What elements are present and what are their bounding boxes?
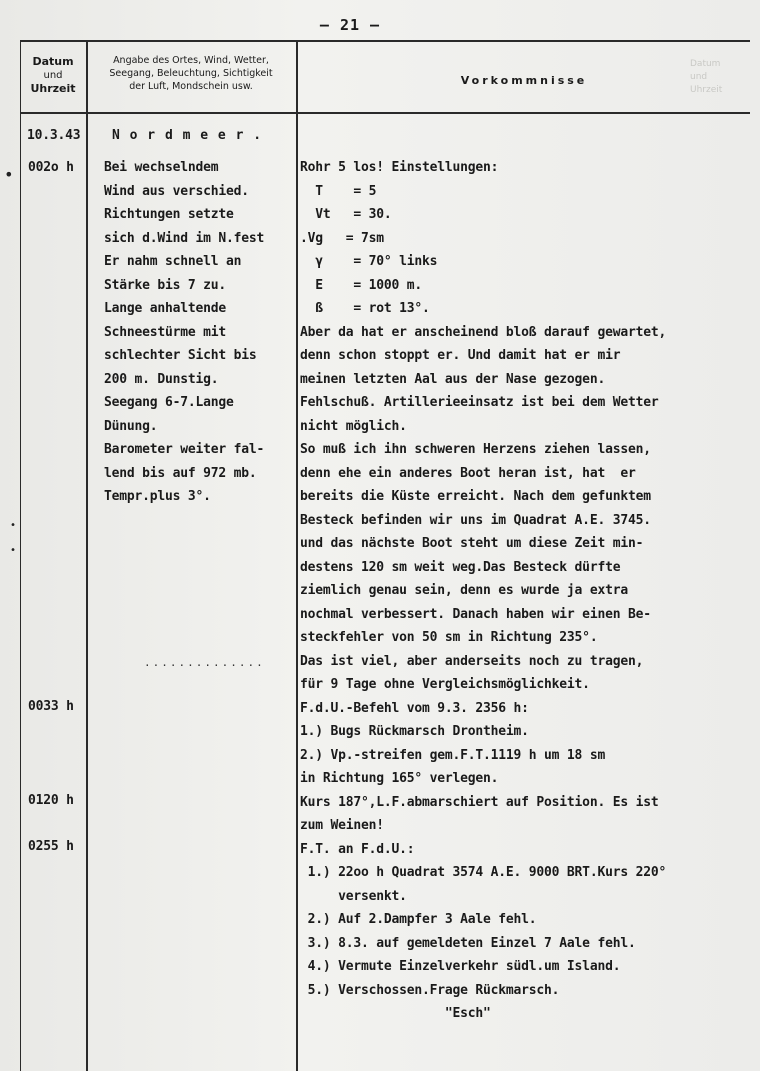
event-line: bereits die Küste erreicht. Nach dem gefunktem [300, 489, 651, 504]
events-log [300, 156, 666, 1026]
entry-time-0020: 002o h [28, 160, 74, 175]
weather-line: Barometer weiter fal- [104, 442, 265, 457]
weather-line: Richtungen setzte [104, 207, 234, 222]
event-line: Rohr 5 los! Einstellungen: [300, 160, 499, 175]
weather-line: lend bis auf 972 mb. [104, 465, 257, 481]
event-line: und das nächste Boot steht um diese Zeit min- [300, 536, 644, 551]
weather-description [104, 156, 264, 509]
event-line: für 9 Tage ohne Vergleichsmöglichkeit. [300, 677, 590, 692]
margin-mark: • [4, 165, 14, 184]
weather-line: Tempr.plus 3°. [104, 489, 211, 504]
weather-line: schlechter Sicht bis [104, 348, 257, 363]
weather-line: 200 m. Dunstig. [104, 371, 219, 387]
event-line: Besteck befinden wir uns im Quadrat A.E. 3745. [300, 512, 651, 528]
weather-line: Dünung. [104, 418, 158, 434]
weather-line: Wind aus verschied. [104, 183, 249, 199]
entry-date: 10.3.43 [27, 128, 81, 143]
page-number: – 21 – [319, 16, 381, 34]
event-line: meinen letzten Aal aus der Nase gezogen. [300, 371, 606, 387]
event-line: 4.) Vermute Einzelverkehr südl.um Island. [300, 959, 621, 974]
entry-location: N o r d m e e r . [112, 128, 263, 143]
event-line: 1.) Bugs Rückmarsch Drontheim. [300, 724, 529, 739]
entry-time-0255: 0255 h [28, 839, 74, 854]
event-line: 2.) Auf 2.Dampfer 3 Aale fehl. [300, 912, 537, 927]
event-line: nicht möglich. [300, 418, 407, 434]
event-line: Vt = 30. [300, 207, 392, 222]
event-line: F.d.U.-Befehl vom 9.3. 2356 h: [300, 700, 529, 716]
column-divider-2 [296, 40, 298, 1071]
margin-mark: • [10, 545, 17, 556]
event-line: zum Weinen! [300, 818, 384, 833]
event-line: Aber da hat er anscheinend bloß darauf gewartet, [300, 324, 667, 340]
event-line: Fehlschuß. Artillerieeinsatz ist bei dem Wetter [300, 395, 659, 410]
event-line: versenkt. [300, 888, 407, 904]
event-line: in Richtung 165° verlegen. [300, 771, 499, 786]
event-line: destens 120 sm weit weg.Das Besteck dürfte [300, 559, 621, 575]
header-angabe: Angabe des Ortes, Wind, Wetter, Seegang, Beleuchtung, Sichtigkeit der Luft, Mondschein usw. [109, 55, 273, 92]
header-datum: Datum und Uhrzeit [30, 55, 76, 95]
event-line: E = 1000 m. [300, 277, 423, 293]
event-line: steckfehler von 50 sm in Richtung 235°. [300, 630, 598, 645]
weather-line: Er nahm schnell an [104, 254, 242, 269]
event-line: Kurs 187°,L.F.abmarschiert auf Position. Es ist [300, 794, 659, 810]
weather-line: Schneestürme mit [104, 324, 227, 340]
event-line: 2.) Vp.-streifen gem.F.T.1119 h um 18 sm [300, 747, 606, 763]
event-line: .Vg = 7sm [300, 230, 384, 246]
event-line: So muß ich ihn schweren Herzens ziehen lassen, [300, 442, 651, 457]
weather-line: Lange anhaltende [104, 301, 227, 316]
weather-line: sich d.Wind im N.fest [104, 230, 265, 246]
entry-time-0033: 0033 h [28, 699, 74, 714]
table-left-border [20, 40, 21, 1071]
bleed-through-ghost: Datum und Uhrzeit [690, 59, 723, 95]
event-line: ß = rot 13°. [300, 301, 430, 316]
event-line: F.T. an F.d.U.: [300, 841, 415, 857]
event-line: ziemlich genau sein, denn es wurde ja extra [300, 583, 628, 598]
header-vorkommnisse: Vorkommnisse [460, 74, 588, 87]
column-divider-1 [86, 40, 88, 1071]
margin-mark: • [10, 520, 17, 531]
event-line: 5.) Verschossen.Frage Rückmarsch. [300, 982, 560, 998]
event-line: denn schon stoppt er. Und damit hat er mir [300, 348, 621, 363]
weather-line: Stärke bis 7 zu. [104, 277, 227, 293]
event-line: "Esch" [300, 1006, 491, 1021]
event-line: γ = 70° links [300, 254, 438, 269]
weather-line: Seegang 6-7.Lange [104, 395, 234, 410]
event-line: denn ehe ein anderes Boot heran ist, hat er [300, 465, 636, 481]
entry-time-0120: 0120 h [28, 793, 74, 808]
table-header-rule [20, 112, 750, 114]
table-top-rule [20, 40, 750, 42]
event-line: 1.) 22oo h Quadrat 3574 A.E. 9000 BRT.Kurs 220° [300, 865, 667, 880]
event-line: Das ist viel, aber anderseits noch zu tragen, [300, 653, 644, 669]
event-line: nochmal verbessert. Danach haben wir einen Be- [300, 606, 651, 622]
event-line: 3.) 8.3. auf gemeldeten Einzel 7 Aale fehl. [300, 935, 636, 951]
event-line: T = 5 [300, 183, 377, 199]
dotted-separator: .............. [144, 656, 265, 669]
weather-line: Bei wechselndem [104, 160, 219, 175]
